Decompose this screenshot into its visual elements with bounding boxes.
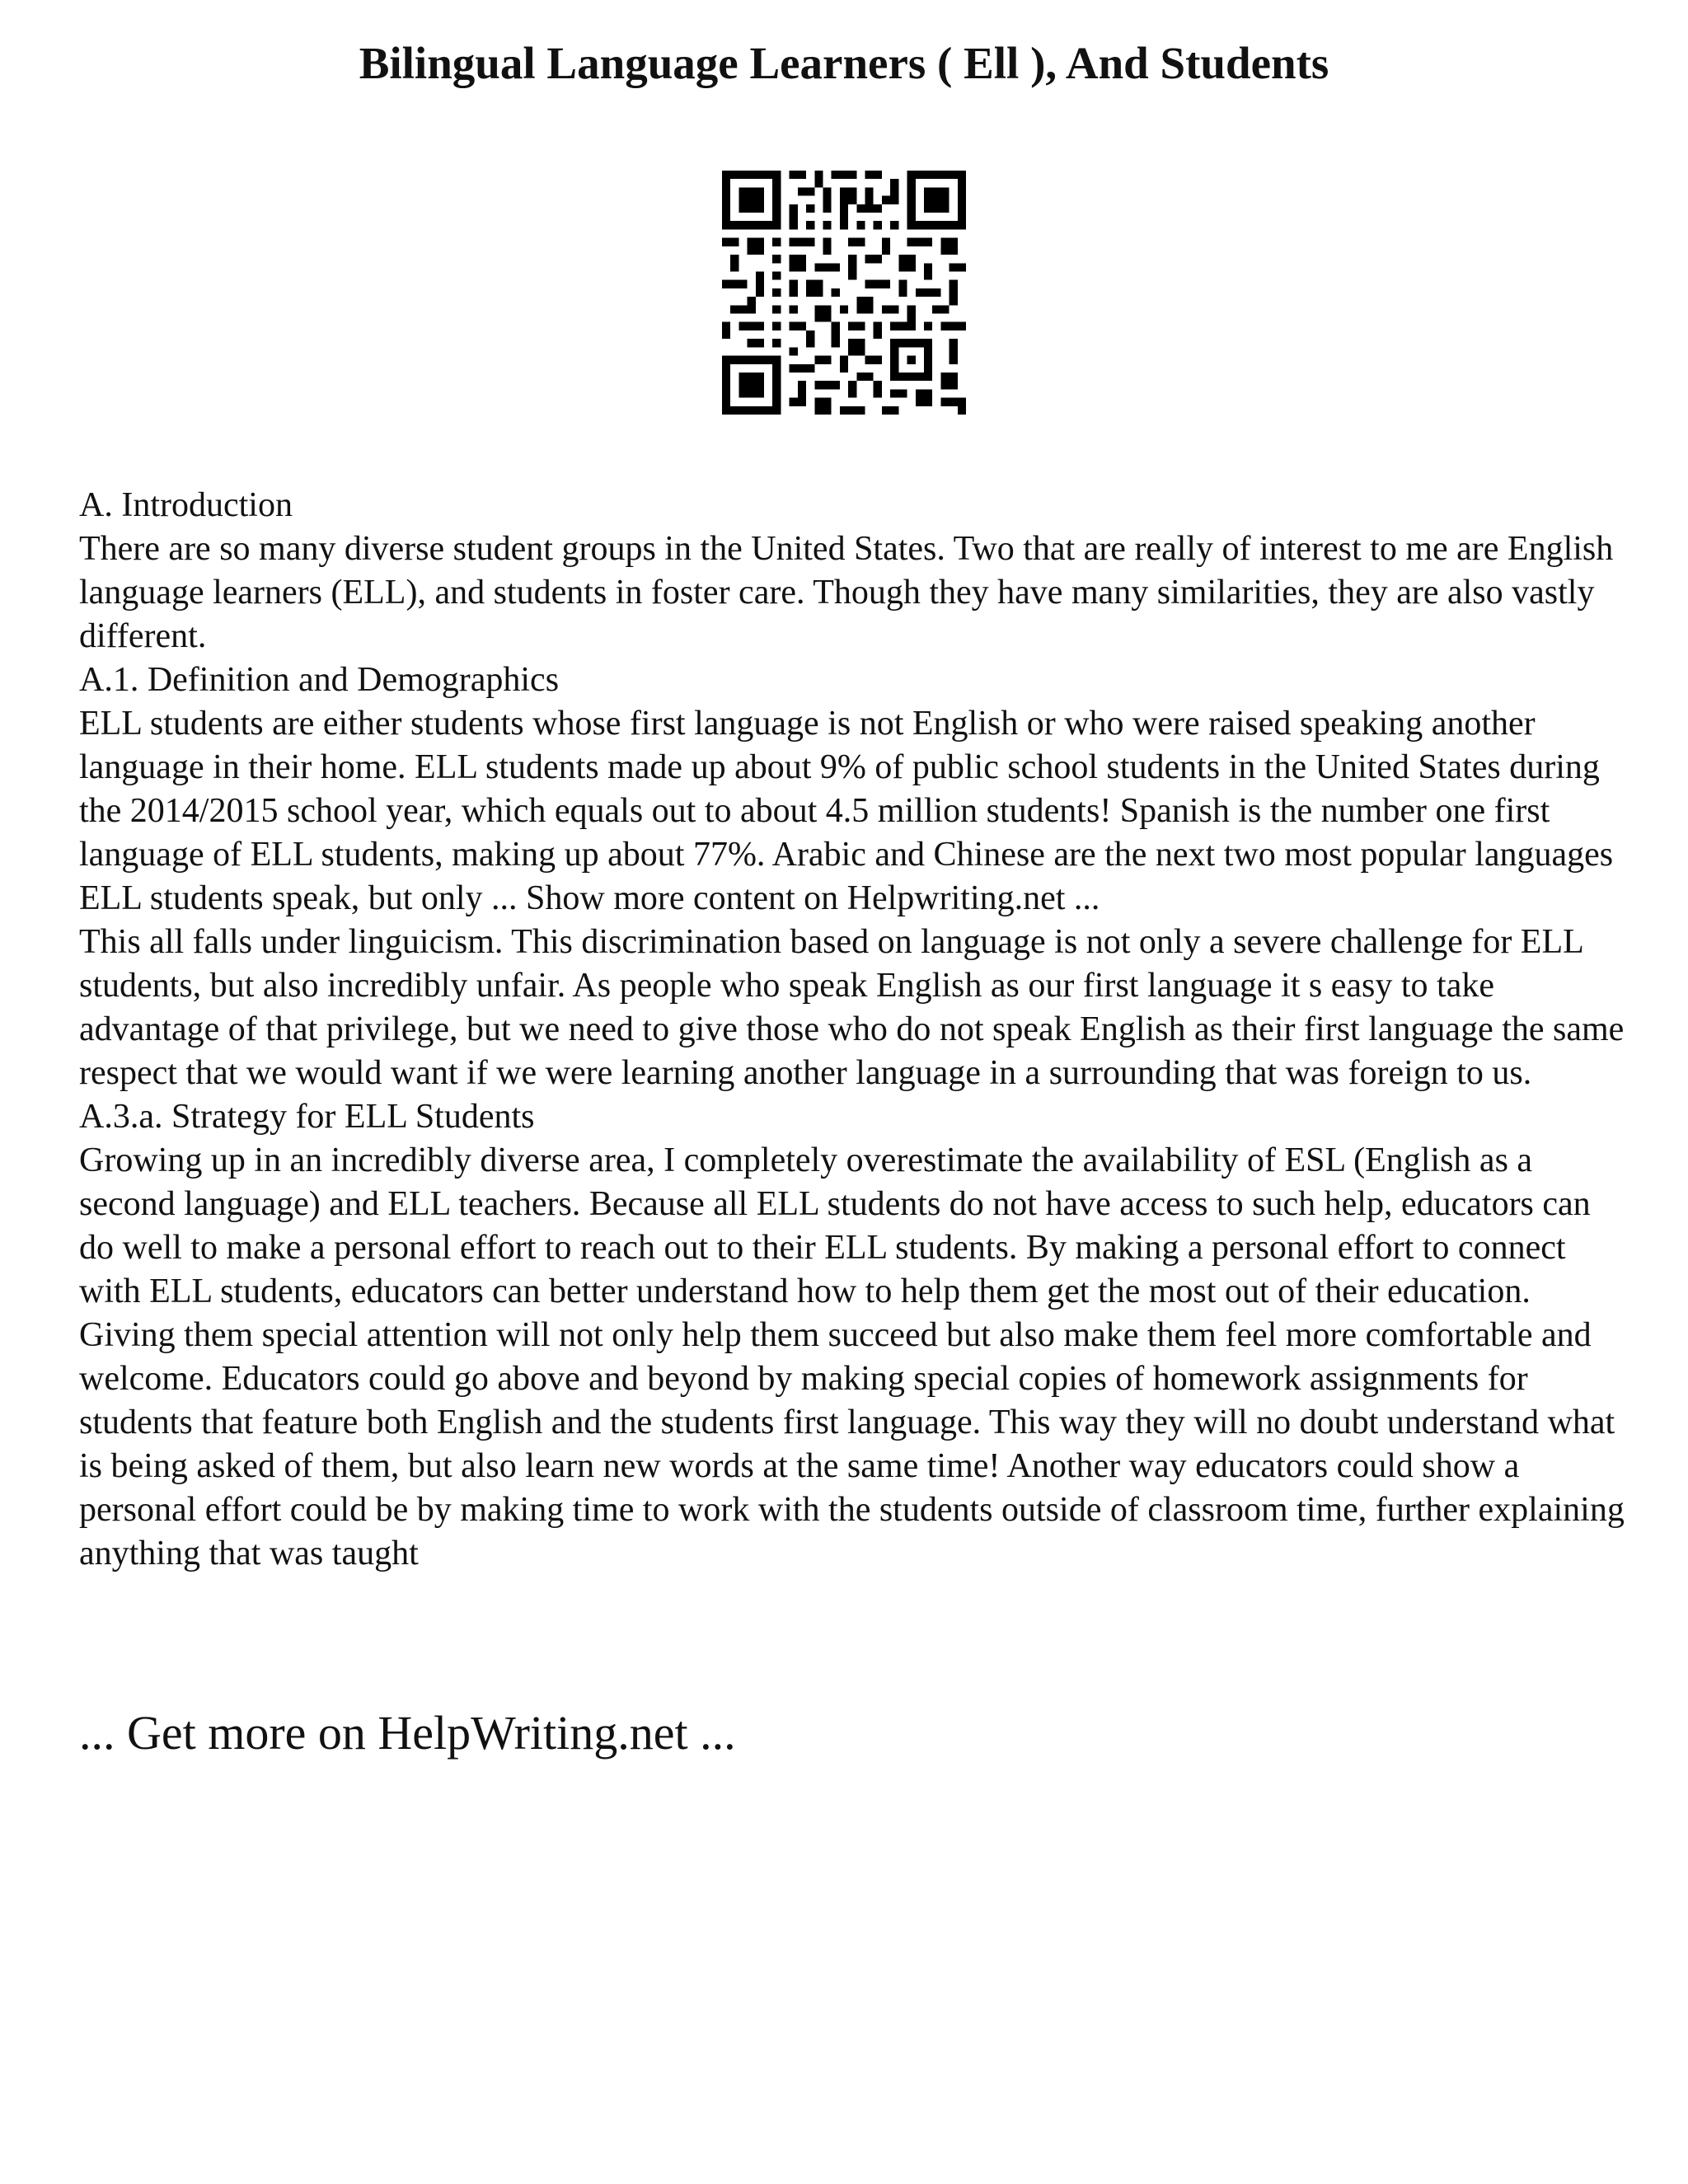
paragraph-definition-demographics: ELL students are either students whose first language is not English or who were raised speaking another language in their home. ELL students made up about 9% of public school students in the United States during the 2014/2015 school year, which equals out to about 4.5 million students! Spanish is the number one first language of ELL students, making up about 77%. Arabic and Chinese are the next two most popular languages ELL students speak, but only ... Show more content on Helpwriting.net ... (79, 705, 1614, 917)
qr-code-icon (722, 171, 966, 415)
qr-code-graphic (722, 171, 966, 415)
document-body (79, 484, 1629, 1576)
paragraph-linguicism: This all falls under linguicism. This discrimination based on language is not only a severe challenge for ELL students, but also incredibly unfair. As people who speak English as our first language it s easy to take advantage of that privilege, but we need to give those who do not speak English as their first language the same respect that we would want if we were learning another language in a surrounding that was foreign to us. (79, 923, 1625, 1092)
section-heading-strategy: A.3.a. Strategy for ELL Students (79, 1098, 535, 1136)
paragraph-strategy: Growing up in an incredibly diverse area, I completely overestimate the availability of ESL (English as a second language) and ELL teachers. Because all ELL students do not have access to such help, educators can do well to make a personal effort to reach out to their ELL students. By making a personal effort to connect with ELL students, educators can better understand how to help them get the most out of their education. Giving them special attention will not only help them succeed but also make them feel more comfortable and welcome. Educators could go above and beyond by making special copies of homework assignments for students that feature both English and the students first language. This way they will no doubt understand what is being asked of them, but also learn new words at the same time! Another way educators could show a personal effort could be by making time to work with the students outside of classroom time, further explaining anything that was taught (79, 1141, 1625, 1572)
section-heading-introduction: A. Introduction (79, 486, 293, 524)
page-title: Bilingual Language Learners ( Ell ), And Students (359, 38, 1329, 88)
section-heading-definition-demographics: A.1. Definition and Demographics (79, 661, 560, 699)
paragraph-introduction: There are so many diverse student groups in the United States. Two that are really of interest to me are English language learners (ELL), and students in foster care. Though they have many similarities, they are also vastly different. (79, 530, 1614, 655)
footer-link-text[interactable]: ... Get more on HelpWriting.net ... (79, 1706, 736, 1760)
